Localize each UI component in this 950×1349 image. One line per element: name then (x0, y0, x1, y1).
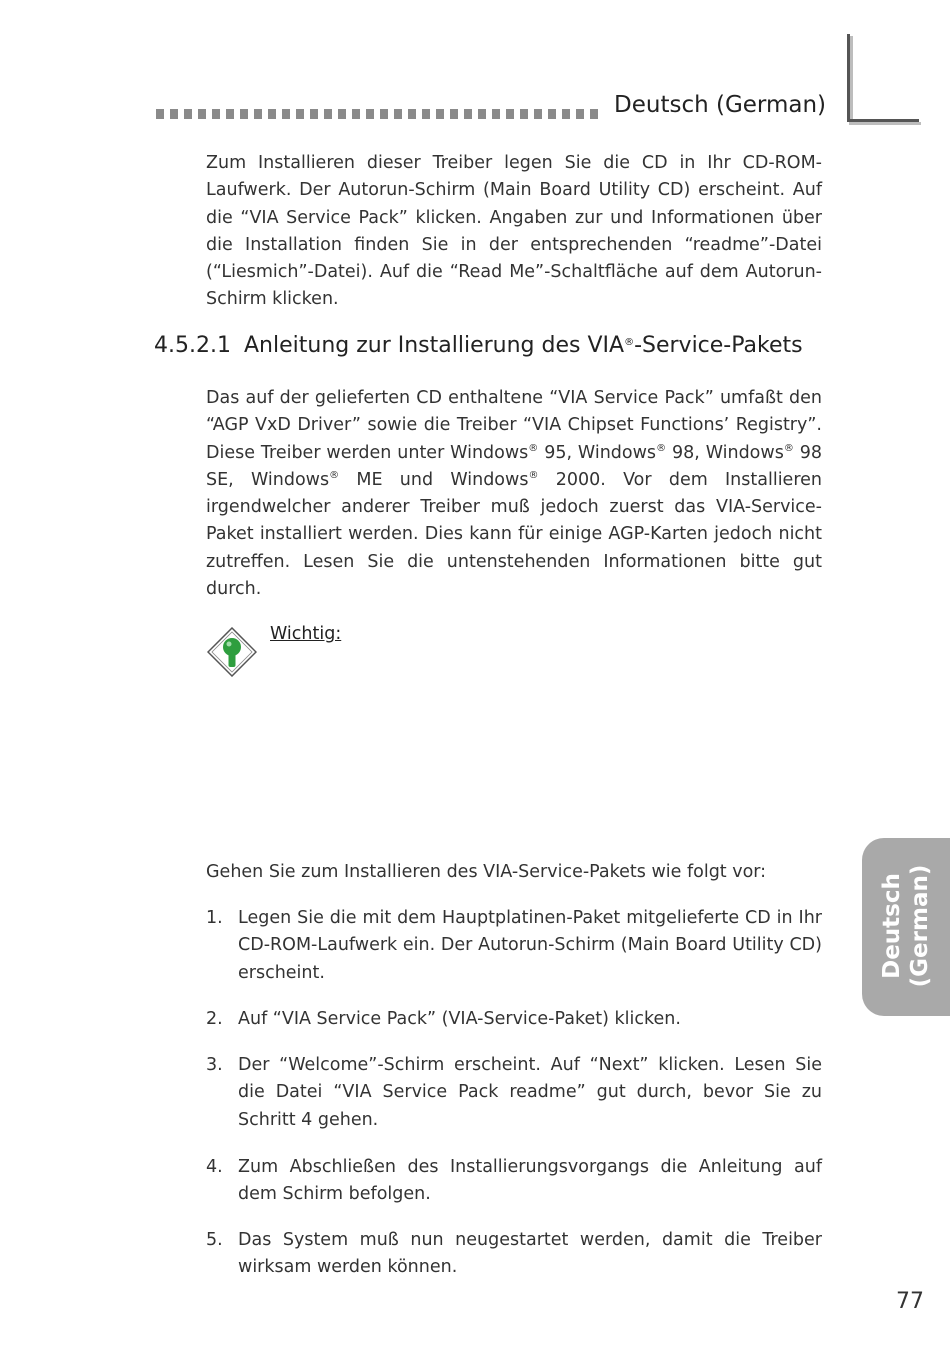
step-number: 1. (206, 908, 223, 928)
via-text-win98se: 98 SE, Windows (206, 442, 823, 490)
section-title-part2: -Service-Pakets (634, 333, 803, 358)
side-tab-line1: Deutsch (879, 873, 905, 979)
list-item (206, 1227, 822, 1282)
via-text-win95: 95, Windows (538, 442, 657, 463)
step-number: 3. (206, 1055, 223, 1075)
corner-mark-vertical (847, 34, 850, 122)
side-tab-label (878, 865, 934, 988)
via-service-pack-paragraph (206, 385, 822, 603)
registered-mark: ® (329, 469, 340, 481)
step-text: Auf “VIA Service Pack” (VIA-Service-Paket) klicken. (238, 1009, 681, 1029)
registered-mark: ® (656, 442, 667, 454)
via-text-part2: 2000. Vor dem Installieren irgendwelcher anderer Treiber muß jedoch zuerst das VIA-Service-Paket installiert werden. Dies kann für einige AGP-Karten jedoch nicht zutreffen. Lesen Sie die untenstehenden Informationen bitte gut durch. (206, 469, 822, 600)
step-text: Legen Sie die mit dem Hauptplatinen-Paket mitgelieferte CD in Ihr CD-ROM-Laufwerk ein. Der Autorun-Schirm (Main Board Utility CD) erscheint. (238, 908, 822, 983)
registered-mark: ® (528, 469, 539, 481)
step-number: 2. (206, 1009, 223, 1029)
via-text-winme: ME und Windows (339, 469, 529, 490)
registered-mark: ® (528, 442, 539, 454)
via-text-win98: 98, Windows (666, 442, 784, 463)
section-heading (154, 333, 803, 358)
header-title: Deutsch (German) (614, 92, 827, 118)
section-title-part1: Anleitung zur Installierung des VIA (244, 333, 625, 358)
header-dotted-rule (156, 109, 604, 119)
intro-paragraph: Zum Installieren dieser Treiber legen Sie die CD in Ihr CD-ROM-Laufwerk. Der Autorun-Schirm (Main Board Utility CD) erscheint. Auf die “VIA Service Pack” klicken. Angaben zur und Informationen über die Installation finden Sie in der entsprechenden “readme”-Datei (“Liesmich”-Datei). Auf die “Read Me”-Schaltfläche auf dem Autorun-Schirm klicken. (206, 153, 822, 310)
step-text: Der “Welcome”-Schirm erscheint. Auf “Next” klicken. Lesen Sie die Datei “VIA Service Pack readme” gut durch, bevor Sie zu Schritt 4 gehen. (238, 1055, 822, 1130)
step-text: Das System muß nun neugestartet werden, damit die Treiber wirksam werden können. (238, 1230, 822, 1278)
step-number: 5. (206, 1230, 223, 1250)
list-item (206, 1154, 822, 1209)
step-text: Zum Abschließen des Installierungsvorgangs die Anleitung auf dem Schirm befolgen. (238, 1157, 822, 1205)
tip-icon (207, 627, 257, 677)
step-number: 4. (206, 1157, 223, 1177)
steps-intro: Gehen Sie zum Installieren des VIA-Service-Pakets wie folgt vor: (206, 862, 767, 882)
corner-mark-horizontal (847, 119, 919, 122)
list-item (206, 1006, 822, 1033)
important-label: Wichtig: (270, 624, 342, 644)
side-tab-line2: (German) (907, 864, 933, 988)
page-number: 77 (896, 1289, 924, 1314)
via-text-part1: Das auf der gelieferten CD enthaltene “VIA Service Pack” umfaßt den “AGP VxD Driver” sowie die Treiber “VIA Chipset Functions’ Registry”. Diese Treiber werden unter Windows (206, 388, 822, 463)
registered-mark: ® (624, 337, 635, 348)
section-number: 4.5.2.1 (154, 333, 231, 358)
list-item (206, 905, 822, 987)
registered-mark: ® (783, 442, 794, 454)
list-item (206, 1052, 822, 1134)
